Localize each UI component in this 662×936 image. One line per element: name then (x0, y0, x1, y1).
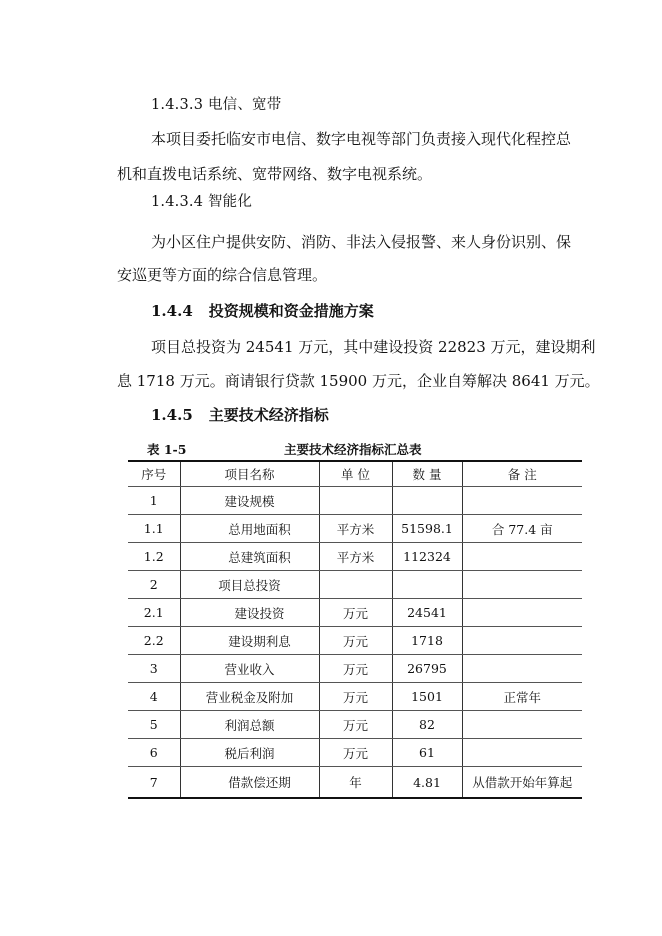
cell-note (462, 711, 582, 739)
cell-unit: 万元 (319, 599, 392, 627)
cell-name: 项目总投资 (180, 571, 319, 599)
cell-seq: 2.2 (128, 627, 180, 655)
cell-unit: 万元 (319, 711, 392, 739)
cell-name: 建设期利息 (180, 627, 319, 655)
table-header-row (128, 461, 582, 487)
paragraph-smart-line-1: 为小区住户提供安防、消防、非法入侵报警、来人身份识别、保 (151, 233, 572, 251)
cell-qty (392, 487, 462, 515)
table-row (128, 543, 582, 571)
cell-seq: 5 (128, 711, 180, 739)
cell-qty: 112324 (392, 543, 462, 571)
cell-seq: 1.1 (128, 515, 180, 543)
cell-note (462, 627, 582, 655)
cell-note (462, 739, 582, 767)
cell-seq: 1.2 (128, 543, 180, 571)
cell-seq: 6 (128, 739, 180, 767)
table-row (128, 767, 582, 799)
cell-name: 利润总额 (180, 711, 319, 739)
cell-seq: 1 (128, 487, 180, 515)
cell-unit: 平方米 (319, 515, 392, 543)
cell-name: 税后利润 (180, 739, 319, 767)
cell-unit: 万元 (319, 627, 392, 655)
cell-note (462, 599, 582, 627)
cell-name: 借款偿还期 (180, 767, 319, 799)
header-note: 备 注 (462, 461, 582, 487)
cell-unit: 年 (319, 767, 392, 799)
cell-seq: 7 (128, 767, 180, 799)
cell-note (462, 487, 582, 515)
table-row (128, 627, 582, 655)
cell-qty: 51598.1 (392, 515, 462, 543)
cell-note: 合 77.4 亩 (462, 515, 582, 543)
header-name: 项目名称 (180, 461, 319, 487)
summary-table (128, 460, 582, 799)
section-heading-1-4-4 (151, 301, 374, 321)
cell-seq: 4 (128, 683, 180, 711)
cell-qty: 4.81 (392, 767, 462, 799)
cell-unit: 万元 (319, 683, 392, 711)
cell-qty: 61 (392, 739, 462, 767)
cell-seq: 3 (128, 655, 180, 683)
cell-seq: 2.1 (128, 599, 180, 627)
section-number: 1.4.5 (151, 406, 193, 424)
cell-qty: 1718 (392, 627, 462, 655)
section-heading-1-4-5 (151, 405, 329, 425)
section-title: 投资规模和资金措施方案 (208, 302, 374, 320)
table-row (128, 571, 582, 599)
table-title: 主要技术经济指标汇总表 (284, 442, 422, 457)
header-seq: 序号 (128, 461, 180, 487)
cell-note (462, 543, 582, 571)
table-row (128, 515, 582, 543)
cell-note: 从借款开始年算起 (462, 767, 582, 799)
subsection-heading-1-4-3-3: 1.4.3.3 电信、宽带 (151, 97, 282, 113)
subsection-heading-1-4-3-4: 1.4.3.4 智能化 (151, 194, 253, 210)
cell-unit (319, 571, 392, 599)
paragraph-telecom-line-2: 机和直拨电话系统、宽带网络、数字电视系统。 (117, 165, 433, 183)
section-title: 主要技术经济指标 (208, 406, 329, 424)
cell-name: 总用地面积 (180, 515, 319, 543)
cell-note: 正常年 (462, 683, 582, 711)
section-number: 1.4.4 (151, 302, 193, 320)
cell-unit (319, 487, 392, 515)
cell-qty: 82 (392, 711, 462, 739)
cell-seq: 2 (128, 571, 180, 599)
cell-qty: 26795 (392, 655, 462, 683)
cell-name: 总建筑面积 (180, 543, 319, 571)
table-label: 表 1-5 (147, 442, 187, 457)
cell-name: 建设规模 (180, 487, 319, 515)
header-qty: 数 量 (392, 461, 462, 487)
cell-qty (392, 571, 462, 599)
cell-qty: 1501 (392, 683, 462, 711)
cell-name: 营业收入 (180, 655, 319, 683)
paragraph-telecom-line-1: 本项目委托临安市电信、数字电视等部门负责接入现代化程控总 (151, 130, 572, 148)
table-row (128, 599, 582, 627)
table-row (128, 683, 582, 711)
table-row (128, 739, 582, 767)
cell-qty: 24541 (392, 599, 462, 627)
table-row (128, 711, 582, 739)
cell-unit: 万元 (319, 739, 392, 767)
cell-name: 建设投资 (180, 599, 319, 627)
paragraph-smart-line-2: 安巡更等方面的综合信息管理。 (117, 266, 328, 284)
header-unit: 单 位 (319, 461, 392, 487)
table-row (128, 487, 582, 515)
paragraph-investment-line-2: 息 1718 万元。商请银行贷款 15900 万元，企业自筹解决 8641 万元。 (117, 372, 600, 390)
cell-unit: 万元 (319, 655, 392, 683)
paragraph-investment-line-1: 项目总投资为 24541 万元，其中建设投资 22823 万元，建设期利 (151, 338, 596, 356)
cell-note (462, 655, 582, 683)
cell-name: 营业税金及附加 (180, 683, 319, 711)
cell-unit: 平方米 (319, 543, 392, 571)
table-row (128, 655, 582, 683)
cell-note (462, 571, 582, 599)
